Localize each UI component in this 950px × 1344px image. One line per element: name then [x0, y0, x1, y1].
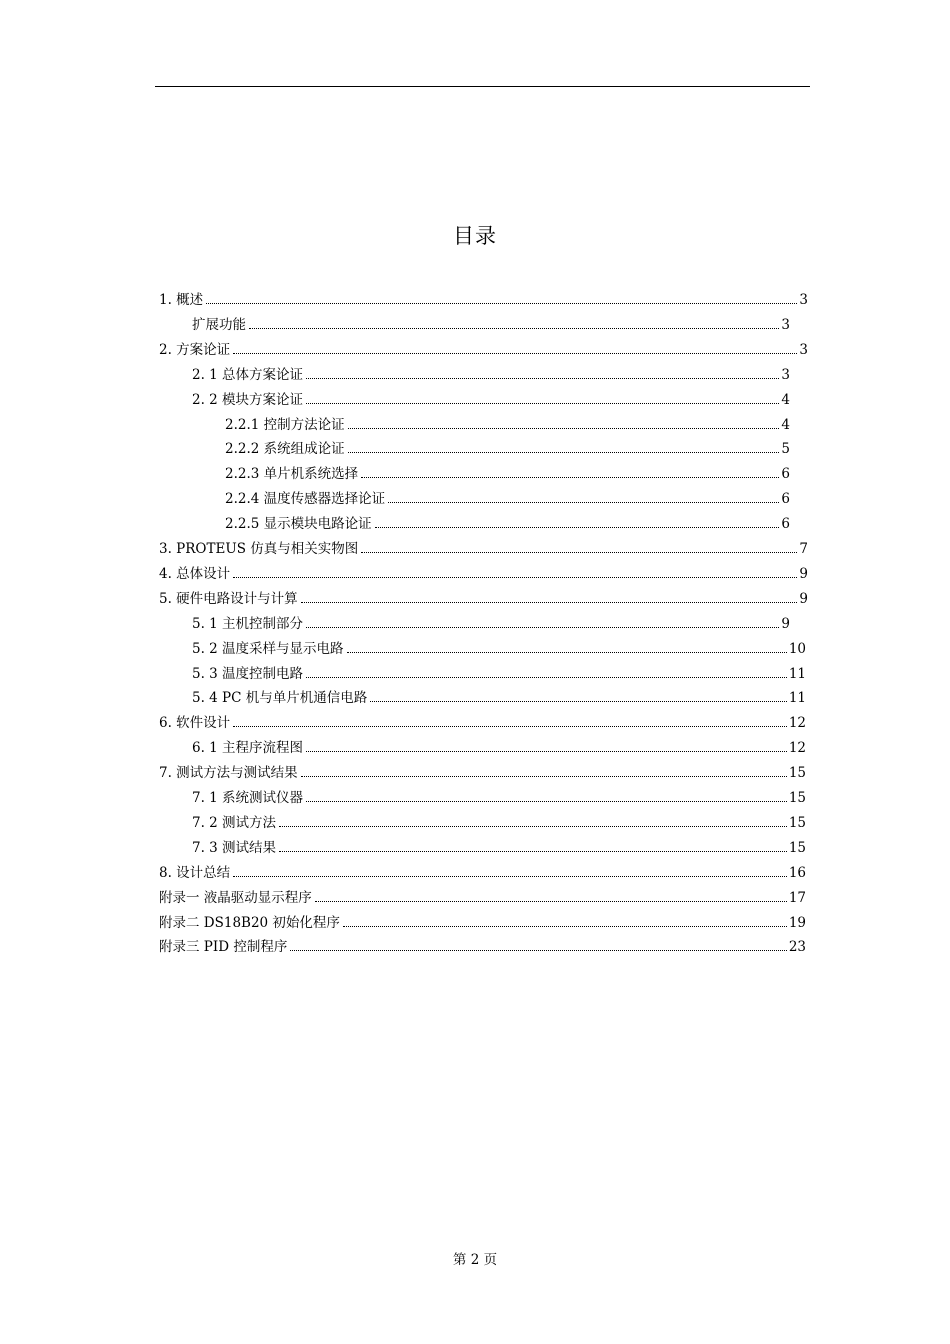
- toc-dot-leader: [279, 825, 787, 827]
- toc-entry-page: 3: [799, 292, 808, 308]
- toc-dot-leader: [306, 800, 787, 802]
- toc-entry-title: 2.2.5 显示模块电路论证: [225, 516, 372, 533]
- toc-entry-title: 7. 1 系统测试仪器: [192, 790, 304, 806]
- toc-entry-title: 6. 1 主程序流程图: [192, 740, 304, 757]
- toc-entry-title: 扩展功能: [192, 316, 246, 333]
- toc-dot-leader: [290, 949, 786, 951]
- toc-entry-title: 1. 概述: [159, 292, 204, 308]
- toc-dot-leader: [233, 576, 797, 578]
- toc-entry-page: 9: [799, 565, 808, 582]
- toc-entry-title: 6. 软件设计: [159, 715, 231, 732]
- toc-entry: [192, 786, 806, 806]
- toc-entry: [192, 836, 806, 856]
- toc-entry-title: 附录一 液晶驱动显示程序: [159, 889, 312, 906]
- toc-dot-leader: [279, 850, 787, 852]
- toc-entry-page: 3: [781, 316, 790, 333]
- toc-entry-title: 4. 总体设计: [159, 565, 231, 582]
- toc-entry-page: 16: [788, 864, 806, 881]
- toc-dot-leader: [306, 750, 787, 752]
- toc-entry: [225, 413, 790, 433]
- toc-entry-page: 11: [788, 665, 806, 682]
- toc-title: 目录: [453, 224, 497, 248]
- toc-entry: [159, 886, 806, 906]
- toc-entry-page: 6: [781, 491, 790, 508]
- toc-entry: [192, 662, 806, 682]
- toc-entry: [159, 911, 806, 931]
- toc-entry: [192, 363, 790, 383]
- toc-entry-title: 2.2.3 单片机系统选择: [225, 466, 359, 483]
- toc-entry-title: 7. 测试方法与测试结果: [159, 765, 298, 782]
- toc-entry: [159, 587, 808, 607]
- toc-entry-page: 3: [799, 341, 808, 358]
- toc-entry-title: 7. 2 测试方法: [192, 814, 277, 831]
- toc-dot-leader: [370, 700, 787, 702]
- toc-entry-page: 6: [781, 516, 790, 533]
- toc-dot-leader: [315, 900, 787, 902]
- toc-entry-title: 8. 设计总结: [159, 864, 231, 881]
- toc-dot-leader: [301, 601, 798, 603]
- toc-entry-title: 附录二 DS18B20 初始化程序: [159, 914, 340, 931]
- toc-entry: [159, 711, 806, 731]
- toc-entry: [159, 935, 806, 955]
- toc-entry-page: 9: [799, 590, 808, 607]
- toc-entry: [159, 861, 806, 881]
- toc-entry-page: 15: [788, 765, 806, 782]
- toc-entry-title: 7. 3 测试结果: [192, 839, 277, 856]
- toc-dot-leader: [306, 402, 779, 404]
- toc-entry: [159, 761, 806, 781]
- toc-entry: [225, 487, 790, 507]
- toc-entry-title: 5. 3 温度控制电路: [192, 665, 304, 682]
- toc-dot-leader: [306, 377, 779, 379]
- toc-entry: [159, 288, 808, 308]
- toc-entry-page: 3: [781, 366, 790, 383]
- page-footer: 第 2 页: [452, 1252, 498, 1268]
- toc-entry-page: 11: [788, 690, 806, 707]
- toc-dot-leader: [361, 476, 779, 478]
- toc-dot-leader: [343, 925, 787, 927]
- toc-entry-page: 19: [788, 914, 806, 931]
- toc-dot-leader: [361, 551, 797, 553]
- toc-entry-page: 4: [781, 391, 790, 408]
- toc-entry: [192, 811, 806, 831]
- toc-entry-title: 5. 2 温度采样与显示电路: [192, 640, 344, 657]
- toc-dot-leader: [306, 626, 779, 628]
- toc-entry-title: 2.2.1 控制方法论证: [225, 416, 345, 433]
- toc-dot-leader: [348, 427, 780, 429]
- toc-entry-page: 4: [781, 416, 790, 433]
- toc-entry: [159, 537, 808, 557]
- toc-entry-page: 12: [788, 740, 806, 757]
- toc-dot-leader: [301, 775, 787, 777]
- toc-entry: [159, 562, 808, 582]
- toc-entry-title: 2. 方案论证: [159, 341, 231, 358]
- toc-entry-page: 7: [799, 541, 808, 557]
- toc-entry-page: 6: [781, 466, 790, 483]
- toc-entry-page: 15: [788, 814, 806, 831]
- toc-entry: [225, 512, 790, 532]
- toc-entry: [225, 437, 790, 457]
- toc-dot-leader: [233, 352, 797, 354]
- toc-dot-leader: [348, 451, 780, 453]
- toc-dot-leader: [233, 875, 787, 877]
- header-rule: [155, 86, 810, 87]
- toc-entry: [192, 736, 806, 756]
- toc-entry: [225, 462, 790, 482]
- toc-dot-leader: [306, 676, 787, 678]
- toc-dot-leader: [375, 526, 780, 528]
- toc-dot-leader: [206, 302, 797, 304]
- toc-entry-page: 23: [788, 939, 806, 956]
- toc-entry-title: 5. 硬件电路设计与计算: [159, 590, 298, 607]
- toc-entry-title: 5. 4 PC 机与单片机通信电路: [192, 690, 368, 707]
- toc-entry-title: 3. PROTEUS 仿真与相关实物图: [159, 541, 359, 557]
- toc-entry-title: 2. 2 模块方案论证: [192, 391, 304, 408]
- toc-entry: [159, 338, 808, 358]
- toc-entry-title: 2.2.2 系统组成论证: [225, 441, 345, 458]
- toc-entry-title: 2.2.4 温度传感器选择论证: [225, 491, 386, 508]
- toc-dot-leader: [388, 501, 779, 503]
- toc-entry-title: 2. 1 总体方案论证: [192, 366, 304, 383]
- toc-entry-title: 5. 1 主机控制部分: [192, 615, 304, 632]
- toc-entry-page: 10: [788, 640, 806, 657]
- toc-dot-leader: [233, 725, 787, 727]
- toc-entry: [192, 388, 790, 408]
- toc-entry-page: 17: [788, 889, 806, 906]
- toc-entry: [192, 686, 806, 706]
- toc-entry: [192, 612, 790, 632]
- toc-entry-page: 5: [781, 441, 790, 458]
- toc-entry-title: 附录三 PID 控制程序: [159, 939, 288, 956]
- toc-entry: [192, 637, 806, 657]
- toc-entry: [192, 313, 790, 333]
- toc-entry-page: 15: [788, 790, 806, 806]
- toc-entry-page: 15: [788, 839, 806, 856]
- toc-entry-page: 9: [781, 615, 790, 632]
- toc-entry-page: 12: [788, 715, 806, 732]
- toc-dot-leader: [347, 651, 787, 653]
- toc-dot-leader: [249, 327, 779, 329]
